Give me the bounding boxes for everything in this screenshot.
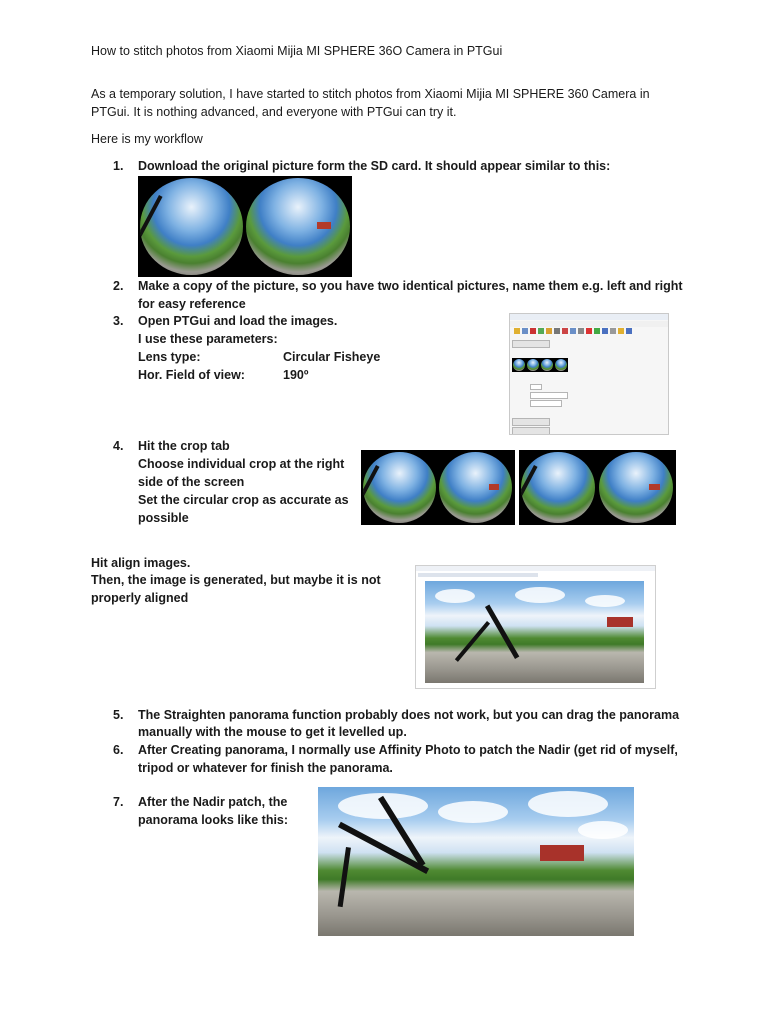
step-7-line-1: After the Nadir patch, the xyxy=(138,795,288,809)
crop-image-right xyxy=(519,450,676,525)
step-3-line-1: Open PTGui and load the images. xyxy=(138,314,338,328)
final-panorama-image xyxy=(318,787,634,936)
step-7-number: 7. xyxy=(113,795,124,809)
step-6-line-2: tripod or whatever for finish the panorama. xyxy=(138,761,393,775)
step-2-line-1: Make a copy of the picture, so you have two identical pictures, name them e.g. left and right xyxy=(138,279,683,293)
document-title: How to stitch photos from Xiaomi Mijia MI SPHERE 36O Camera in PTGui xyxy=(91,44,503,58)
step-4-number: 4. xyxy=(113,439,124,453)
step-7-line-2: panorama looks like this: xyxy=(138,813,289,827)
step-1-text: Download the original picture form the SD card. It should appear similar to this: xyxy=(138,159,611,173)
ptgui-window-screenshot xyxy=(509,313,669,435)
align-line-1: Hit align images. xyxy=(91,556,191,570)
param-fov-label: Hor. Field of view: xyxy=(138,368,245,382)
step-4-line-5: possible xyxy=(138,511,189,525)
dual-fisheye-image xyxy=(138,176,352,277)
param-fov-value: 190º xyxy=(283,368,309,382)
step-4-line-3: side of the screen xyxy=(138,475,245,489)
step-4-line-4: Set the circular crop as accurate as xyxy=(138,493,349,507)
align-line-2: Then, the image is generated, but maybe it is not xyxy=(91,573,381,587)
workflow-heading: Here is my workflow xyxy=(91,132,203,146)
step-6-number: 6. xyxy=(113,743,124,757)
crop-image-left xyxy=(361,450,515,525)
step-1-number: 1. xyxy=(113,159,124,173)
step-3-number: 3. xyxy=(113,314,124,328)
step-3-line-2: I use these parameters: xyxy=(138,332,278,346)
param-lens-label: Lens type: xyxy=(138,350,201,364)
step-2-line-2: for easy reference xyxy=(138,297,246,311)
step-4-line-2: Choose individual crop at the right xyxy=(138,457,345,471)
aligned-panorama-screenshot xyxy=(415,565,656,689)
align-line-3: properly aligned xyxy=(91,591,189,605)
step-5-number: 5. xyxy=(113,708,124,722)
step-2-number: 2. xyxy=(113,279,124,293)
step-4-line-1: Hit the crop tab xyxy=(138,439,230,453)
intro-line-1: As a temporary solution, I have started to stitch photos from Xiaomi Mijia MI SPHERE 360 Camera in xyxy=(91,87,650,101)
step-5-line-1: The Straighten panorama function probably does not work, but you can drag the panorama xyxy=(138,708,680,722)
intro-line-2: PTGui. It is nothing advanced, and everyone with PTGui can try it. xyxy=(91,105,457,119)
step-5-line-2: manually with the mouse to get it levelled up. xyxy=(138,725,407,739)
step-6-line-1: After Creating panorama, I normally use Affinity Photo to patch the Nadir (get rid of myself, xyxy=(138,743,678,757)
param-lens-value: Circular Fisheye xyxy=(283,350,381,364)
